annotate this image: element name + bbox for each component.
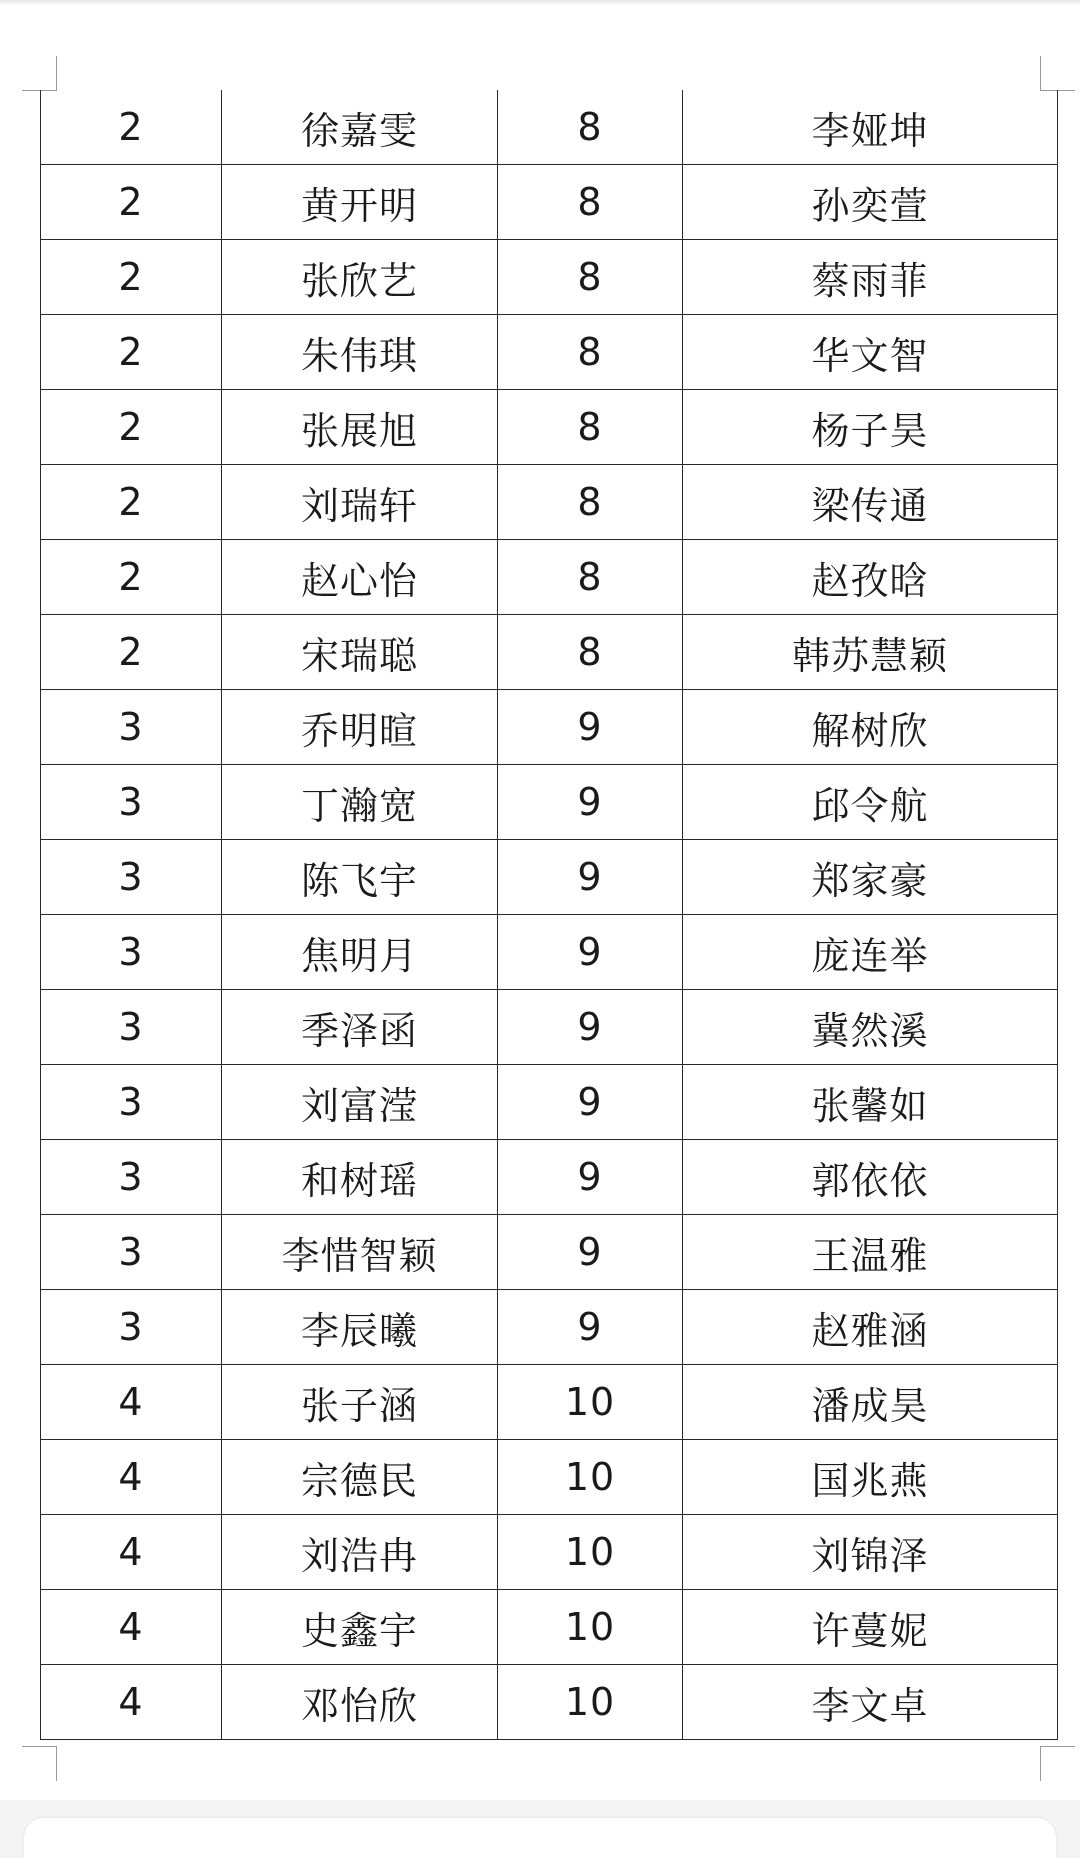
margin-corner-top-right <box>1040 56 1075 91</box>
margin-corner-bottom-left <box>22 1746 57 1781</box>
student-name-cell: 刘瑞轩 <box>222 465 498 540</box>
group-number-cell: 10 <box>498 1590 683 1665</box>
group-number-cell: 3 <box>41 1290 222 1365</box>
group-number-cell: 9 <box>498 690 683 765</box>
group-number-cell: 9 <box>498 765 683 840</box>
student-name-cell: 赵心怡 <box>222 540 498 615</box>
group-number-cell: 2 <box>41 390 222 465</box>
group-number-cell: 10 <box>498 1440 683 1515</box>
group-number-cell: 4 <box>41 1665 222 1740</box>
group-number-cell: 3 <box>41 1140 222 1215</box>
student-name-cell: 赵雅涵 <box>683 1290 1058 1365</box>
student-name-cell: 和树瑶 <box>222 1140 498 1215</box>
group-number-cell: 9 <box>498 915 683 990</box>
student-name-cell: 宗德民 <box>222 1440 498 1515</box>
table-row <box>41 315 1058 390</box>
group-number-cell: 8 <box>498 615 683 690</box>
student-name-cell: 赵孜晗 <box>683 540 1058 615</box>
student-name-cell: 史鑫宇 <box>222 1590 498 1665</box>
group-number-cell: 2 <box>41 315 222 390</box>
student-name-cell: 张馨如 <box>683 1065 1058 1140</box>
student-name-cell: 宋瑞聪 <box>222 615 498 690</box>
group-number-cell: 4 <box>41 1365 222 1440</box>
group-number-cell: 2 <box>41 465 222 540</box>
student-name-cell: 韩苏慧颖 <box>683 615 1058 690</box>
student-name-cell: 梁传通 <box>683 465 1058 540</box>
group-number-cell: 2 <box>41 240 222 315</box>
table-row <box>41 1215 1058 1290</box>
group-number-cell: 3 <box>41 1065 222 1140</box>
roster-table-body <box>41 90 1058 1740</box>
student-name-cell: 解树欣 <box>683 690 1058 765</box>
table-row <box>41 1290 1058 1365</box>
table-row <box>41 1440 1058 1515</box>
group-number-cell: 4 <box>41 1590 222 1665</box>
group-number-cell: 9 <box>498 1065 683 1140</box>
student-name-cell: 邓怡欣 <box>222 1665 498 1740</box>
table-row <box>41 840 1058 915</box>
page-top-edge <box>0 0 1080 6</box>
table-row <box>41 1365 1058 1440</box>
student-name-cell: 张子涵 <box>222 1365 498 1440</box>
group-number-cell: 9 <box>498 1215 683 1290</box>
student-name-cell: 李惜智颖 <box>222 1215 498 1290</box>
student-name-cell: 朱伟琪 <box>222 315 498 390</box>
table-row <box>41 165 1058 240</box>
student-name-cell: 刘富滢 <box>222 1065 498 1140</box>
table-row <box>41 1515 1058 1590</box>
group-number-cell: 8 <box>498 540 683 615</box>
group-number-cell: 8 <box>498 165 683 240</box>
student-name-cell: 华文智 <box>683 315 1058 390</box>
student-name-cell: 李文卓 <box>683 1665 1058 1740</box>
table-row <box>41 1140 1058 1215</box>
group-number-cell: 3 <box>41 765 222 840</box>
student-name-cell: 邱令航 <box>683 765 1058 840</box>
student-name-cell: 杨子昊 <box>683 390 1058 465</box>
student-name-cell: 蔡雨菲 <box>683 240 1058 315</box>
group-number-cell: 2 <box>41 615 222 690</box>
student-name-cell: 陈飞宇 <box>222 840 498 915</box>
group-number-cell: 3 <box>41 915 222 990</box>
group-number-cell: 8 <box>498 465 683 540</box>
student-name-cell: 张展旭 <box>222 390 498 465</box>
student-name-cell: 张欣艺 <box>222 240 498 315</box>
table-row <box>41 390 1058 465</box>
margin-corner-bottom-right <box>1040 1746 1075 1781</box>
student-name-cell: 潘成昊 <box>683 1365 1058 1440</box>
student-name-cell: 焦明月 <box>222 915 498 990</box>
group-number-cell: 10 <box>498 1515 683 1590</box>
group-number-cell: 9 <box>498 840 683 915</box>
table-row <box>41 990 1058 1065</box>
student-name-cell: 庞连举 <box>683 915 1058 990</box>
student-name-cell: 郭依依 <box>683 1140 1058 1215</box>
student-name-cell: 李辰曦 <box>222 1290 498 1365</box>
student-name-cell: 冀然溪 <box>683 990 1058 1065</box>
group-number-cell: 9 <box>498 1140 683 1215</box>
table-row <box>41 915 1058 990</box>
group-number-cell: 10 <box>498 1365 683 1440</box>
table-row <box>41 90 1058 165</box>
bottom-panel <box>24 1818 1056 1858</box>
group-number-cell: 8 <box>498 90 683 165</box>
table-row <box>41 1665 1058 1740</box>
group-number-cell: 2 <box>41 165 222 240</box>
table-row <box>41 540 1058 615</box>
table-row <box>41 690 1058 765</box>
student-name-cell: 孙奕萱 <box>683 165 1058 240</box>
table-row <box>41 465 1058 540</box>
table-row <box>41 1590 1058 1665</box>
student-name-cell: 黄开明 <box>222 165 498 240</box>
group-number-cell: 8 <box>498 240 683 315</box>
group-number-cell: 3 <box>41 1215 222 1290</box>
student-name-cell: 乔明暄 <box>222 690 498 765</box>
group-number-cell: 4 <box>41 1515 222 1590</box>
group-number-cell: 2 <box>41 540 222 615</box>
student-name-cell: 季泽函 <box>222 990 498 1065</box>
group-number-cell: 3 <box>41 840 222 915</box>
student-name-cell: 郑家豪 <box>683 840 1058 915</box>
student-name-cell: 李娅坤 <box>683 90 1058 165</box>
group-number-cell: 3 <box>41 690 222 765</box>
student-name-cell: 丁瀚宽 <box>222 765 498 840</box>
margin-corner-top-left <box>22 56 57 91</box>
group-number-cell: 9 <box>498 1290 683 1365</box>
student-name-cell: 王温雅 <box>683 1215 1058 1290</box>
student-name-cell: 许蔓妮 <box>683 1590 1058 1665</box>
group-number-cell: 8 <box>498 390 683 465</box>
group-number-cell: 8 <box>498 315 683 390</box>
table-row <box>41 615 1058 690</box>
table-row <box>41 240 1058 315</box>
group-number-cell: 10 <box>498 1665 683 1740</box>
group-number-cell: 3 <box>41 990 222 1065</box>
student-name-cell: 徐嘉雯 <box>222 90 498 165</box>
student-name-cell: 刘锦泽 <box>683 1515 1058 1590</box>
group-number-cell: 4 <box>41 1440 222 1515</box>
roster-table <box>40 90 1058 1740</box>
table-row <box>41 765 1058 840</box>
group-number-cell: 9 <box>498 990 683 1065</box>
student-name-cell: 国兆燕 <box>683 1440 1058 1515</box>
table-row <box>41 1065 1058 1140</box>
group-number-cell: 2 <box>41 90 222 165</box>
student-name-cell: 刘浩冉 <box>222 1515 498 1590</box>
